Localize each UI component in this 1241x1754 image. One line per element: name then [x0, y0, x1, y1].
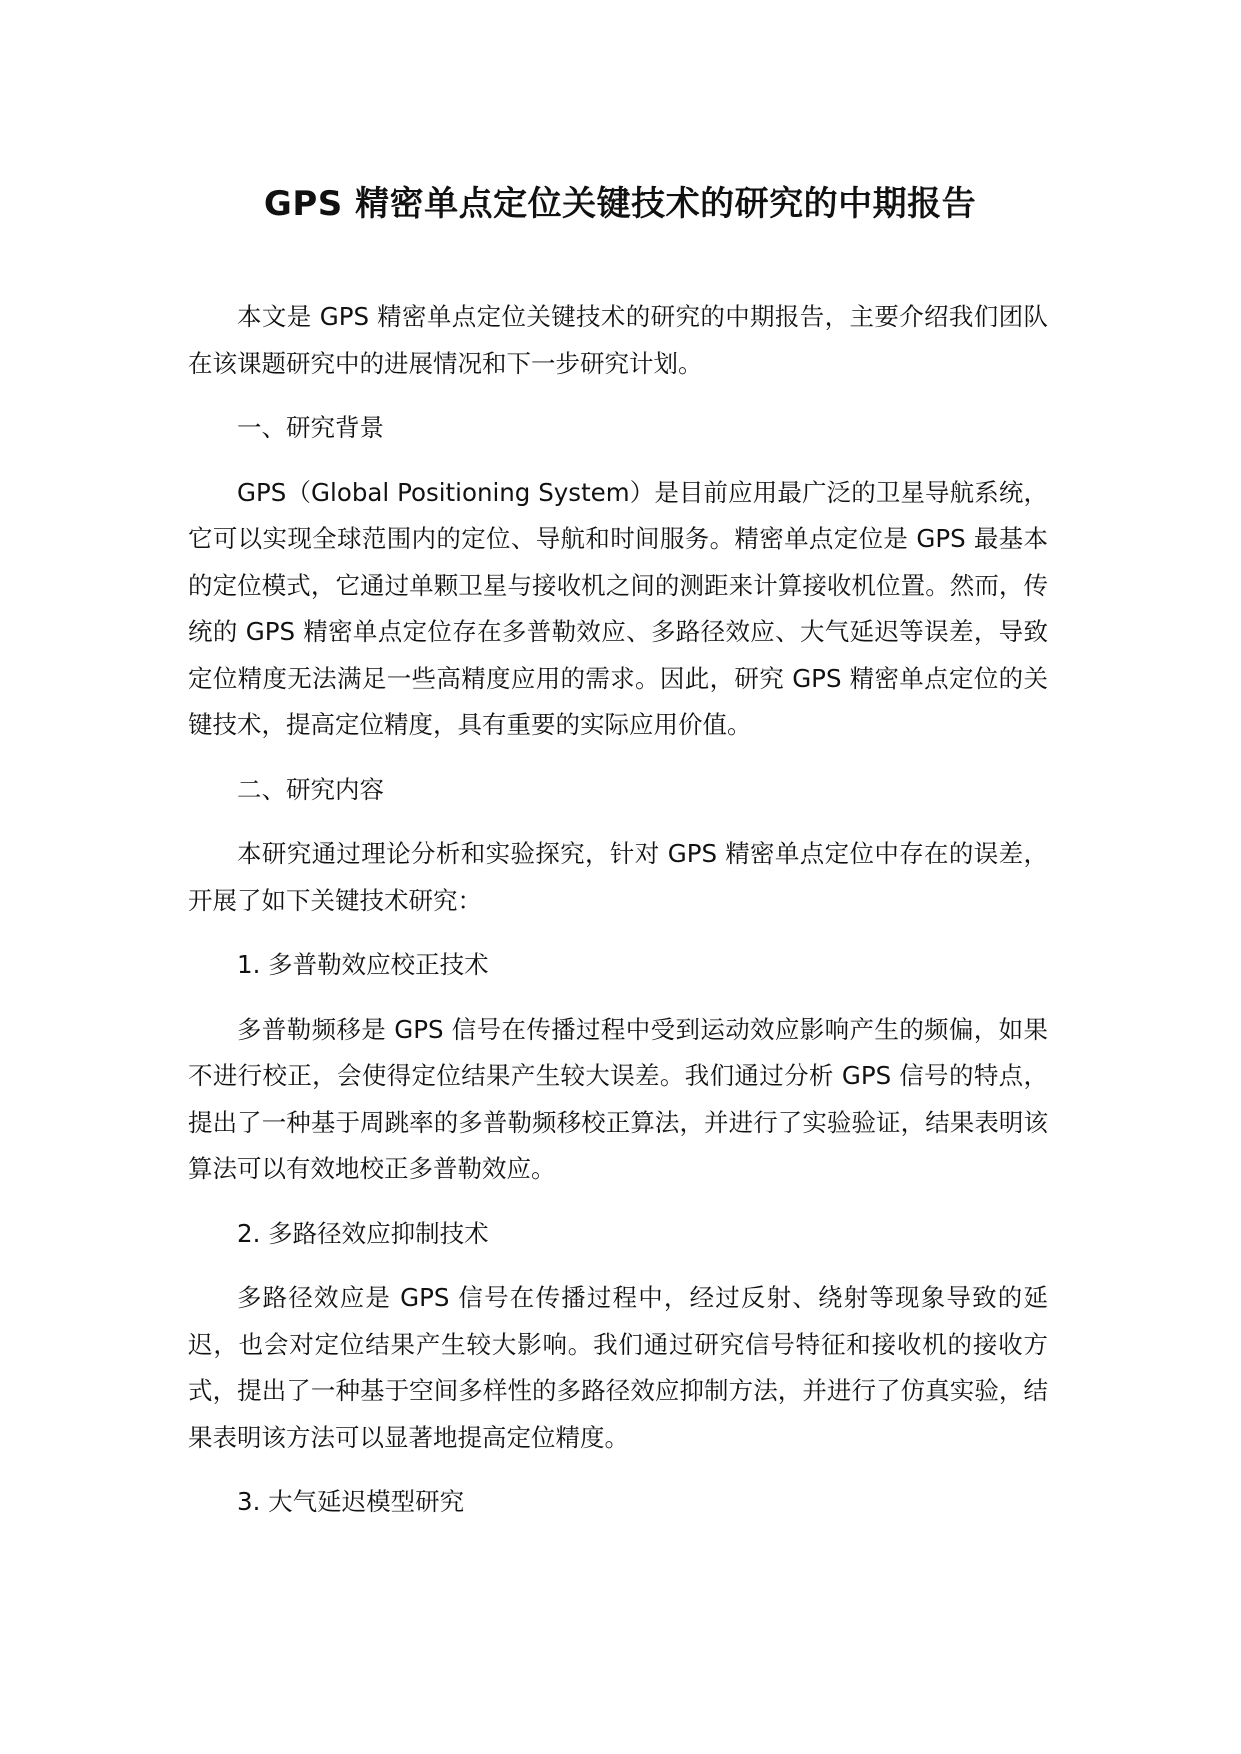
- doppler-paragraph: 多普勒频移是 GPS 信号在传播过程中受到运动效应影响产生的频偏，如果不进行校正，会使得定位结果产生较大误差。我们通过分析 GPS 信号的特点，提出了一种基于周跳率的多普勒频移校正算法，并进行了实验验证，结果表明该算法可以有效地校正多普勒效应。: [188, 1014, 1048, 1183]
- background-paragraph: GPS（Global Positioning System）是目前应用最广泛的卫星导航系统，它可以实现全球范围内的定位、导航和时间服务。精密单点定位是 GPS 最基本的定位模式，它通过单颗卫星与接收机之间的测距来计算接收机位置。然而，传统的 GPS 精密单点定位存在多普勒效应、多路径效应、大气延迟等误差，导致定位精度无法满足一些高精度应用的需求。因此，研究 GPS 精密单点定位的关键技术，提高定位精度，具有重要的实际应用价值。: [188, 477, 1048, 739]
- multipath-paragraph: 多路径效应是 GPS 信号在传播过程中，经过反射、绕射等现象导致的延迟，也会对定位结果产生较大影响。我们通过研究信号特征和接收机的接收方式，提出了一种基于空间多样性的多路径效应抑制方法，并进行了仿真实验，结果表明该方法可以显著地提高定位精度。: [188, 1283, 1048, 1452]
- content-paragraph: 本研究通过理论分析和实验探究，针对 GPS 精密单点定位中存在的误差，开展了如下关键技术研究：: [188, 839, 1048, 915]
- subheading-atmospheric-delay: 3. 大气延迟模型研究: [237, 1487, 465, 1516]
- intro-paragraph: 本文是 GPS 精密单点定位关键技术的研究的中期报告，主要介绍我们团队在该课题研究中的进展情况和下一步研究计划。: [188, 302, 1048, 378]
- document-body: [188, 294, 1048, 1544]
- subheading-multipath: 2. 多路径效应抑制技术: [237, 1218, 489, 1248]
- subheading-doppler: 1. 多普勒效应校正技术: [237, 950, 489, 979]
- document-title: GPS 精密单点定位关键技术的研究的中期报告: [263, 184, 977, 224]
- section-heading-background: 一、研究背景: [237, 413, 384, 442]
- section-heading-content: 二、研究内容: [237, 774, 384, 804]
